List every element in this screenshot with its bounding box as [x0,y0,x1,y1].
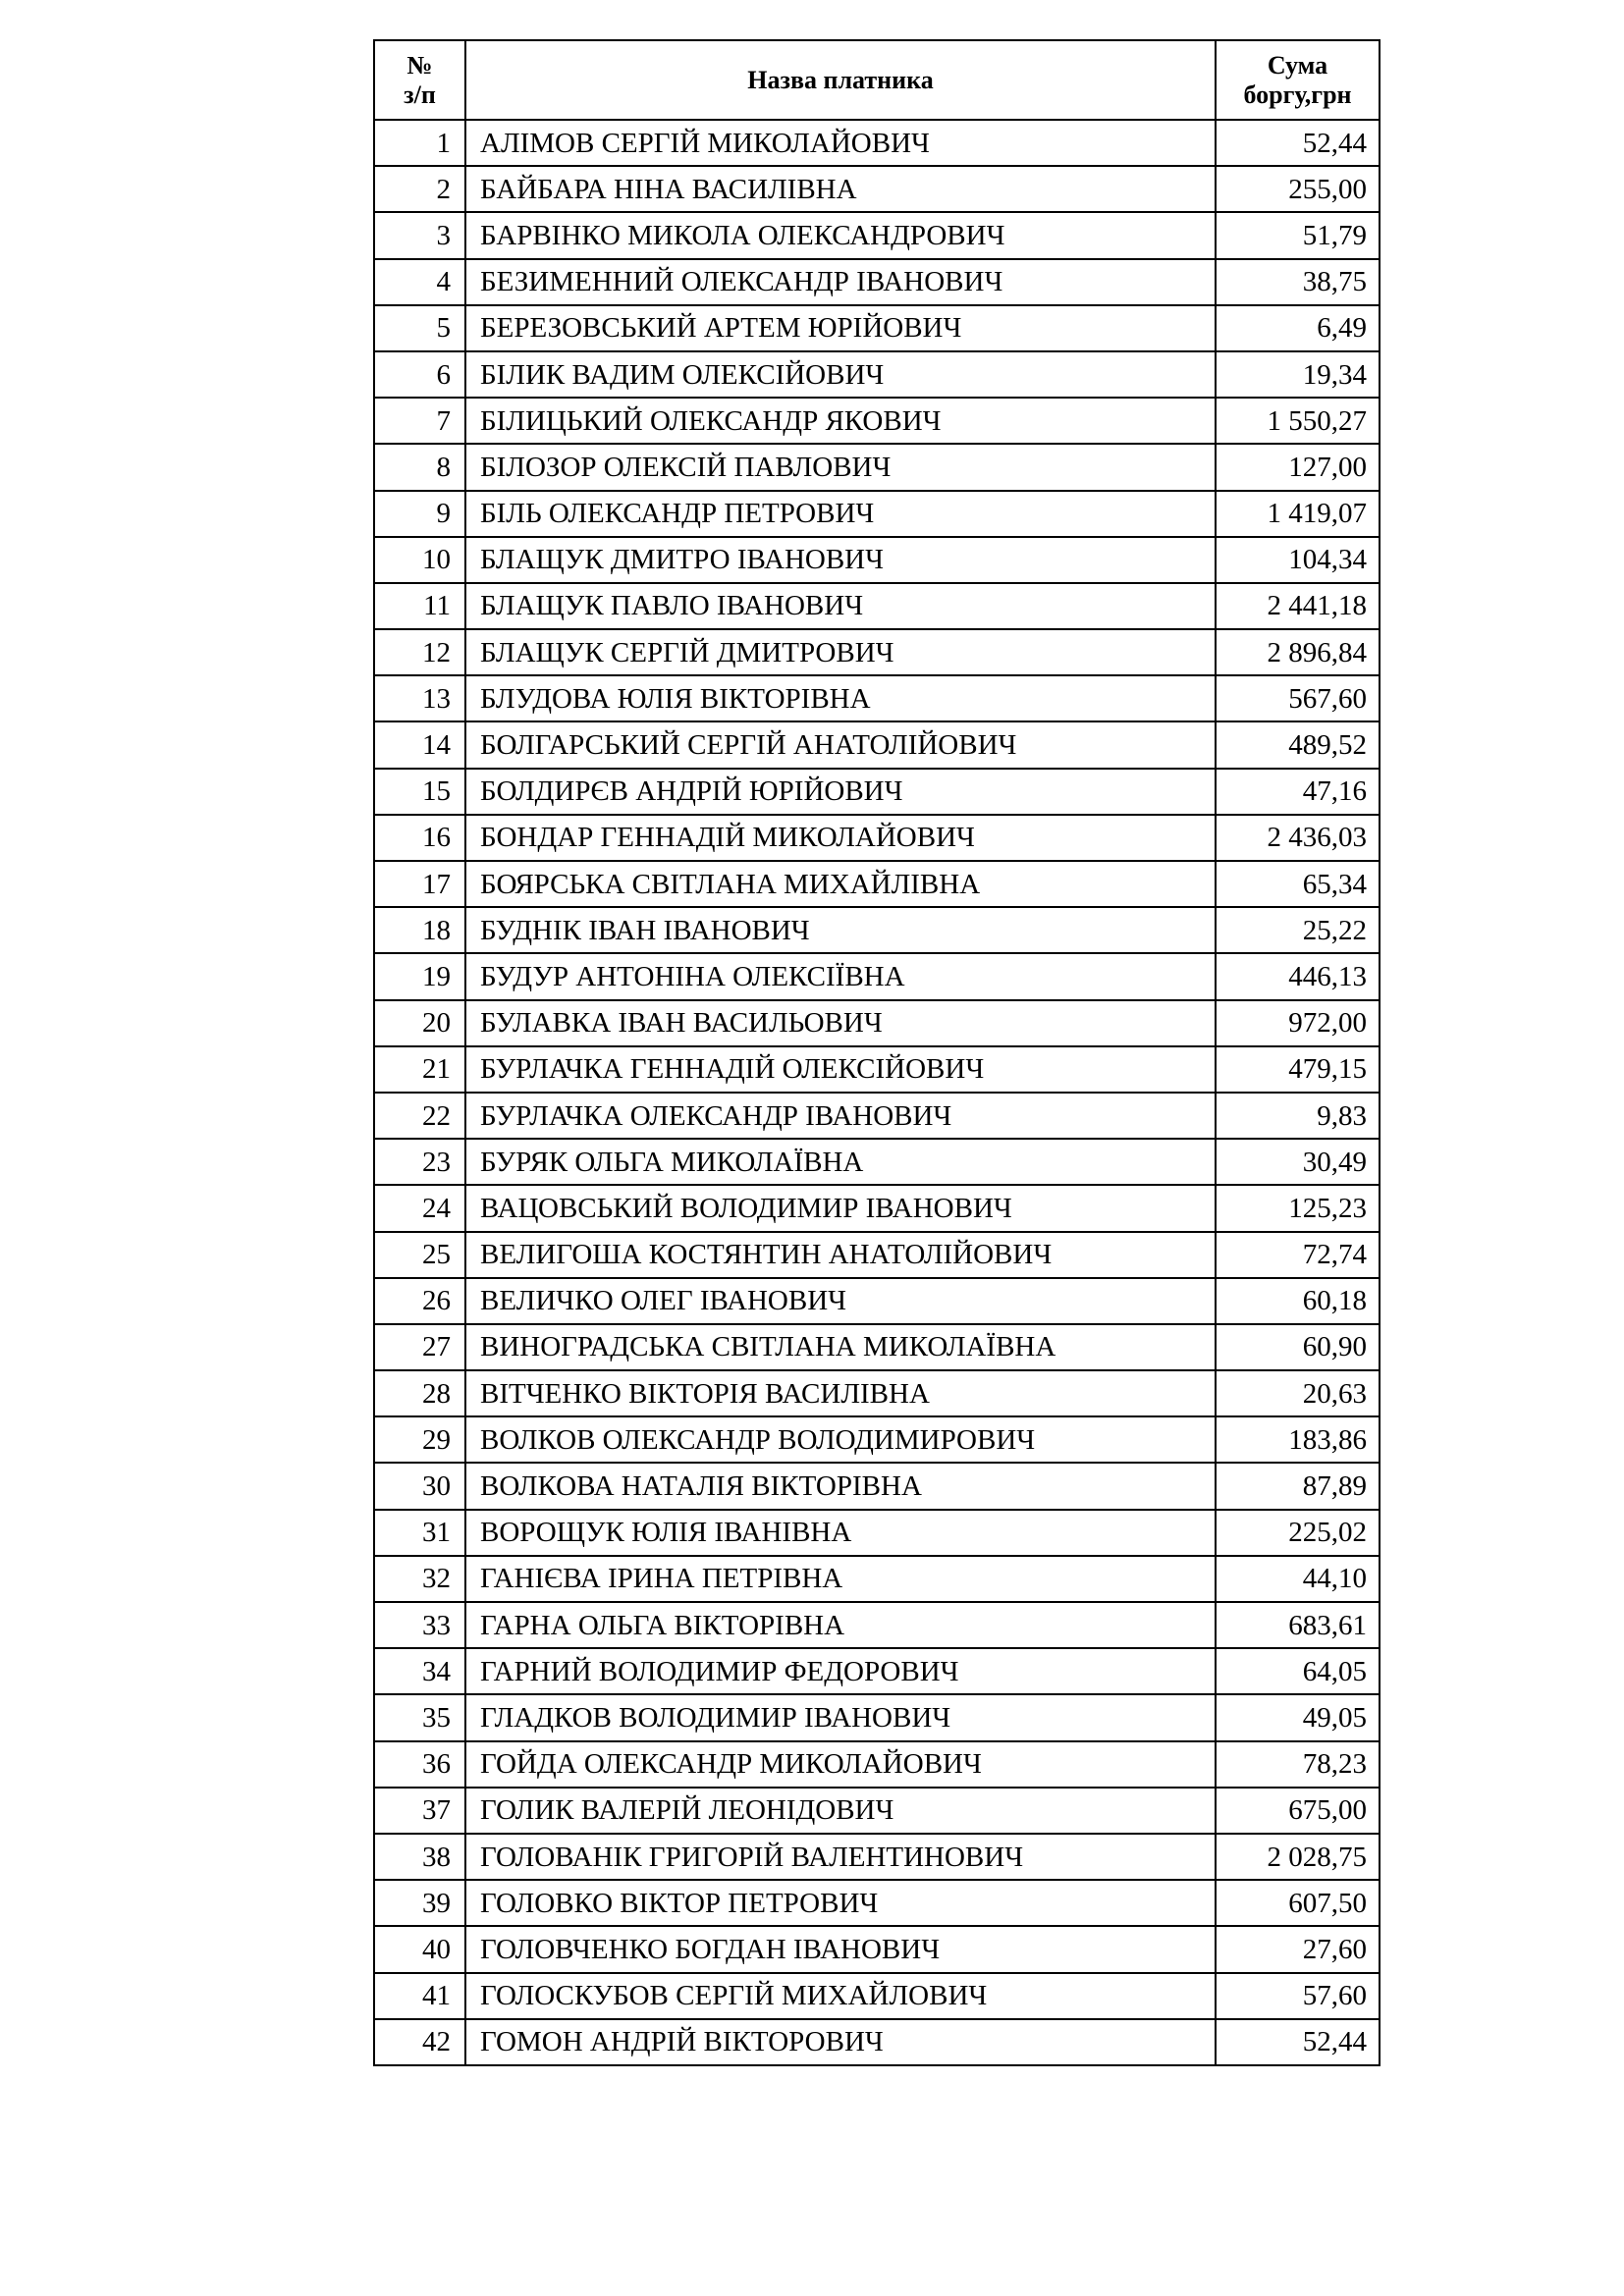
row-number: 34 [374,1648,465,1694]
table-row [374,212,1380,258]
payer-name: БЛУДОВА ЮЛІЯ ВІКТОРІВНА [465,675,1216,721]
debt-amount: 183,86 [1216,1416,1380,1463]
debt-amount: 9,83 [1216,1093,1380,1139]
debt-amount: 2 441,18 [1216,583,1380,629]
debt-amount: 567,60 [1216,675,1380,721]
row-number: 5 [374,305,465,351]
debt-amount: 607,50 [1216,1880,1380,1926]
debt-amount: 125,23 [1216,1185,1380,1231]
debt-amount: 38,75 [1216,259,1380,305]
table-row [374,1093,1380,1139]
payer-name: БОЛДИРЄВ АНДРІЙ ЮРІЙОВИЧ [465,769,1216,815]
table-row [374,1694,1380,1740]
table-row [374,907,1380,953]
table-row [374,1370,1380,1416]
table-row [374,1232,1380,1278]
table-row [374,1416,1380,1463]
sum-header-line1: Сума [1267,50,1328,80]
debt-amount: 60,18 [1216,1278,1380,1324]
table-row [374,1185,1380,1231]
table-row [374,120,1380,166]
table-row [374,1788,1380,1834]
debt-amount: 972,00 [1216,1000,1380,1046]
payer-name: БУРЛАЧКА ОЛЕКСАНДР ІВАНОВИЧ [465,1093,1216,1139]
payer-name: БІЛИК ВАДИМ ОЛЕКСІЙОВИЧ [465,351,1216,398]
table-body [374,120,1380,2065]
payer-name: БУДУР АНТОНІНА ОЛЕКСІЇВНА [465,953,1216,999]
payer-name: ГАРНА ОЛЬГА ВІКТОРІВНА [465,1602,1216,1648]
payer-name: АЛІМОВ СЕРГІЙ МИКОЛАЙОВИЧ [465,120,1216,166]
debt-amount: 52,44 [1216,2019,1380,2065]
row-number: 1 [374,120,465,166]
payer-name: ГОЛОВКО ВІКТОР ПЕТРОВИЧ [465,1880,1216,1926]
table-row [374,398,1380,444]
payer-name: БОНДАР ГЕННАДІЙ МИКОЛАЙОВИЧ [465,815,1216,861]
payer-name: БЕРЕЗОВСЬКИЙ АРТЕМ ЮРІЙОВИЧ [465,305,1216,351]
row-number: 28 [374,1370,465,1416]
payer-name: ГОЙДА ОЛЕКСАНДР МИКОЛАЙОВИЧ [465,1741,1216,1788]
payer-name: БОЛГАРСЬКИЙ СЕРГІЙ АНАТОЛІЙОВИЧ [465,721,1216,768]
debt-amount: 65,34 [1216,861,1380,907]
row-number: 7 [374,398,465,444]
table-row [374,351,1380,398]
debt-amount: 683,61 [1216,1602,1380,1648]
row-number: 4 [374,259,465,305]
table-row [374,444,1380,490]
debt-amount: 2 028,75 [1216,1834,1380,1880]
payer-name: ВЕЛИГОША КОСТЯНТИН АНАТОЛІЙОВИЧ [465,1232,1216,1278]
table-row [374,675,1380,721]
table-row [374,1510,1380,1556]
row-number: 41 [374,1973,465,2019]
row-number: 40 [374,1926,465,1972]
payer-name: БАЙБАРА НІНА ВАСИЛІВНА [465,166,1216,212]
table-row [374,1139,1380,1185]
row-number: 11 [374,583,465,629]
payer-name: ВОРОЩУК ЮЛІЯ ІВАНІВНА [465,1510,1216,1556]
debt-amount: 1 550,27 [1216,398,1380,444]
table-row [374,1602,1380,1648]
debt-amount: 72,74 [1216,1232,1380,1278]
debt-amount: 52,44 [1216,120,1380,166]
row-number: 13 [374,675,465,721]
table-row [374,769,1380,815]
row-number: 36 [374,1741,465,1788]
debt-amount: 1 419,07 [1216,491,1380,537]
debt-amount: 60,90 [1216,1324,1380,1370]
table-row [374,1741,1380,1788]
row-number: 17 [374,861,465,907]
row-number: 35 [374,1694,465,1740]
column-header-debt-sum [1216,40,1380,120]
payer-name: БУРЛАЧКА ГЕННАДІЙ ОЛЕКСІЙОВИЧ [465,1046,1216,1093]
payer-name: БЛАЩУК ДМИТРО ІВАНОВИЧ [465,537,1216,583]
debtors-table [373,39,1380,2066]
table-row [374,259,1380,305]
row-number: 21 [374,1046,465,1093]
row-number: 29 [374,1416,465,1463]
table-row [374,537,1380,583]
row-number: 8 [374,444,465,490]
row-number: 25 [374,1232,465,1278]
payer-name: БЛАЩУК СЕРГІЙ ДМИТРОВИЧ [465,629,1216,675]
row-number: 31 [374,1510,465,1556]
row-number: 20 [374,1000,465,1046]
table-row [374,583,1380,629]
payer-name: ВОЛКОВА НАТАЛІЯ ВІКТОРІВНА [465,1463,1216,1509]
table-row [374,953,1380,999]
debt-amount: 78,23 [1216,1741,1380,1788]
debt-amount: 47,16 [1216,769,1380,815]
table-row [374,1834,1380,1880]
debt-amount: 19,34 [1216,351,1380,398]
debt-amount: 87,89 [1216,1463,1380,1509]
number-header-line1: № [406,50,433,80]
table-row [374,491,1380,537]
table-row [374,305,1380,351]
row-number: 10 [374,537,465,583]
debt-amount: 2 436,03 [1216,815,1380,861]
table-row [374,1278,1380,1324]
debt-amount: 489,52 [1216,721,1380,768]
debt-amount: 255,00 [1216,166,1380,212]
table-row [374,861,1380,907]
row-number: 22 [374,1093,465,1139]
table-row [374,1880,1380,1926]
table-row [374,629,1380,675]
debt-amount: 64,05 [1216,1648,1380,1694]
debt-amount: 2 896,84 [1216,629,1380,675]
row-number: 19 [374,953,465,999]
debt-amount: 49,05 [1216,1694,1380,1740]
row-number: 23 [374,1139,465,1185]
debt-amount: 30,49 [1216,1139,1380,1185]
payer-name: ВЕЛИЧКО ОЛЕГ ІВАНОВИЧ [465,1278,1216,1324]
row-number: 24 [374,1185,465,1231]
row-number: 16 [374,815,465,861]
payer-name: БІЛОЗОР ОЛЕКСІЙ ПАВЛОВИЧ [465,444,1216,490]
row-number: 9 [374,491,465,537]
number-header-line2: з/п [404,80,436,109]
payer-name: ГЛАДКОВ ВОЛОДИМИР ІВАНОВИЧ [465,1694,1216,1740]
payer-name: ВАЦОВСЬКИЙ ВОЛОДИМИР ІВАНОВИЧ [465,1185,1216,1231]
table-header [374,40,1380,120]
row-number: 33 [374,1602,465,1648]
sum-header-line2: боргу,грн [1243,80,1352,109]
payer-name: БЛАЩУК ПАВЛО ІВАНОВИЧ [465,583,1216,629]
header-row [374,40,1380,120]
debt-amount: 25,22 [1216,907,1380,953]
row-number: 15 [374,769,465,815]
debt-amount: 479,15 [1216,1046,1380,1093]
table-row [374,166,1380,212]
payer-name: БОЯРСЬКА СВІТЛАНА МИХАЙЛІВНА [465,861,1216,907]
debt-amount: 104,34 [1216,537,1380,583]
row-number: 12 [374,629,465,675]
row-number: 32 [374,1556,465,1602]
payer-name: БІЛИЦЬКИЙ ОЛЕКСАНДР ЯКОВИЧ [465,398,1216,444]
column-header-number [374,40,465,120]
table-row [374,1000,1380,1046]
payer-name: БЕЗИМЕННИЙ ОЛЕКСАНДР ІВАНОВИЧ [465,259,1216,305]
row-number: 42 [374,2019,465,2065]
payer-name: ГАНІЄВА ІРИНА ПЕТРІВНА [465,1556,1216,1602]
debt-amount: 27,60 [1216,1926,1380,1972]
payer-name: БІЛЬ ОЛЕКСАНДР ПЕТРОВИЧ [465,491,1216,537]
debt-amount: 44,10 [1216,1556,1380,1602]
row-number: 30 [374,1463,465,1509]
debt-amount: 127,00 [1216,444,1380,490]
row-number: 26 [374,1278,465,1324]
table-row [374,1324,1380,1370]
debt-amount: 446,13 [1216,953,1380,999]
debt-amount: 20,63 [1216,1370,1380,1416]
payer-name: ВИНОГРАДСЬКА СВІТЛАНА МИКОЛАЇВНА [465,1324,1216,1370]
payer-name: БУЛАВКА ІВАН ВАСИЛЬОВИЧ [465,1000,1216,1046]
payer-name: ГОЛИК ВАЛЕРІЙ ЛЕОНІДОВИЧ [465,1788,1216,1834]
table-row [374,1463,1380,1509]
row-number: 3 [374,212,465,258]
table-row [374,815,1380,861]
debt-amount: 675,00 [1216,1788,1380,1834]
row-number: 2 [374,166,465,212]
row-number: 37 [374,1788,465,1834]
row-number: 39 [374,1880,465,1926]
row-number: 6 [374,351,465,398]
payer-name: БУДНІК ІВАН ІВАНОВИЧ [465,907,1216,953]
row-number: 18 [374,907,465,953]
table-row [374,1046,1380,1093]
table-row [374,2019,1380,2065]
payer-name: БУРЯК ОЛЬГА МИКОЛАЇВНА [465,1139,1216,1185]
debt-amount: 225,02 [1216,1510,1380,1556]
row-number: 38 [374,1834,465,1880]
table-row [374,1926,1380,1972]
debt-amount: 57,60 [1216,1973,1380,2019]
column-header-payer-name: Назва платника [465,40,1216,120]
row-number: 27 [374,1324,465,1370]
table-row [374,721,1380,768]
payer-name: ВІТЧЕНКО ВІКТОРІЯ ВАСИЛІВНА [465,1370,1216,1416]
table-row [374,1556,1380,1602]
payer-name: ГОЛОСКУБОВ СЕРГІЙ МИХАЙЛОВИЧ [465,1973,1216,2019]
payer-name: БАРВІНКО МИКОЛА ОЛЕКСАНДРОВИЧ [465,212,1216,258]
payer-name: ГОМОН АНДРІЙ ВІКТОРОВИЧ [465,2019,1216,2065]
payer-name: ГАРНИЙ ВОЛОДИМИР ФЕДОРОВИЧ [465,1648,1216,1694]
row-number: 14 [374,721,465,768]
debt-amount: 51,79 [1216,212,1380,258]
table-row [374,1973,1380,2019]
payer-name: ВОЛКОВ ОЛЕКСАНДР ВОЛОДИМИРОВИЧ [465,1416,1216,1463]
payer-name: ГОЛОВЧЕНКО БОГДАН ІВАНОВИЧ [465,1926,1216,1972]
payer-name: ГОЛОВАНІК ГРИГОРІЙ ВАЛЕНТИНОВИЧ [465,1834,1216,1880]
debt-amount: 6,49 [1216,305,1380,351]
table-row [374,1648,1380,1694]
